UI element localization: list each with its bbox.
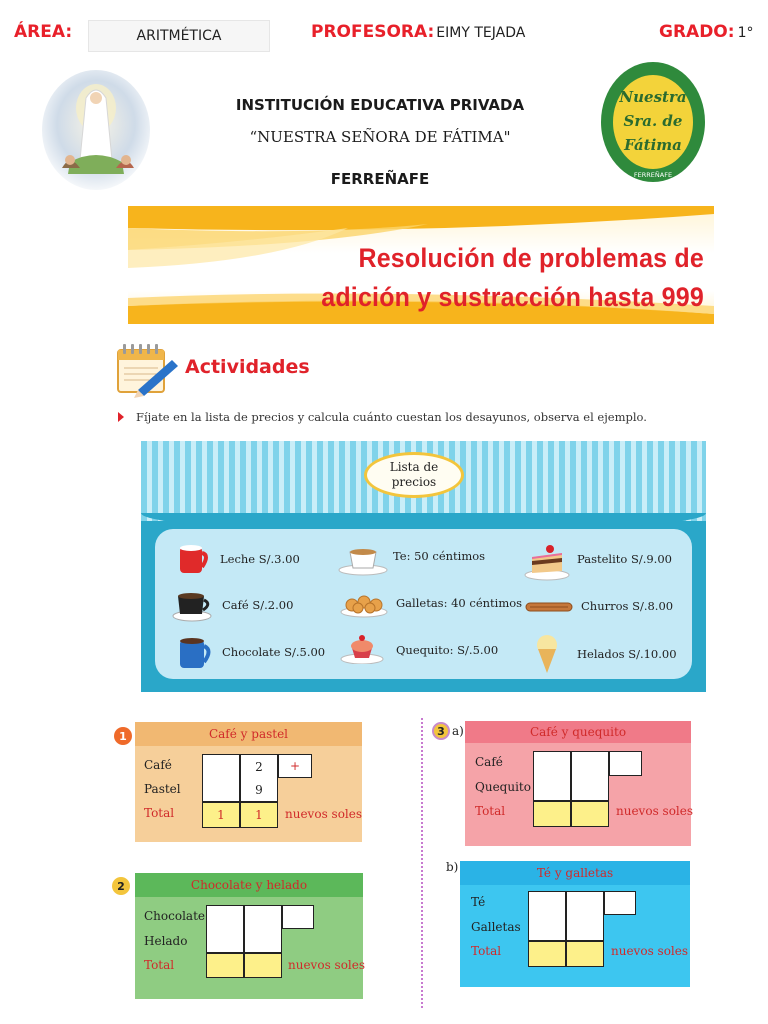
exercise-3b-row1-label: Té <box>471 895 486 909</box>
coffee-cup-icon <box>172 588 214 622</box>
exercise-1-row2-label: Pastel <box>144 782 181 796</box>
price-item-helados: Helados S/.10.00 <box>577 647 677 661</box>
tea-cup-icon <box>338 544 388 576</box>
exercise-1-row1-label: Café <box>144 758 172 772</box>
exercise-2-total-label: Total <box>144 958 175 972</box>
banner-title-line2: adición y sustracción hasta 999 <box>321 282 704 313</box>
ice-cream-icon <box>532 633 562 675</box>
logo-text-line3: Fátima <box>624 136 682 154</box>
logo-text-line2: Sra. de <box>623 112 683 130</box>
exercise-1-value1: 2 <box>255 759 263 774</box>
banner-title-line1: Resolución de problemas de <box>358 243 704 274</box>
exercise-1-title: Café y pastel <box>135 722 362 746</box>
teacher-group <box>311 22 525 42</box>
teacher-value: EIMY TEJADA <box>436 25 526 41</box>
exercise-3b-units-label: nuevos soles <box>611 944 689 958</box>
exercise-1-cell-units[interactable] <box>240 754 278 802</box>
exercise-3a-operator-cell[interactable] <box>609 751 642 776</box>
price-item-te: Te: 50 céntimos <box>393 549 486 563</box>
exercise-3a-cell-tens[interactable] <box>533 751 571 801</box>
grade-label: GRADO: <box>659 22 735 42</box>
area-field <box>88 20 270 52</box>
exercise-3b-total-units[interactable] <box>566 941 604 967</box>
exercise-1-operator: + <box>278 754 312 778</box>
bullet-icon <box>118 412 124 422</box>
exercise-3b-cell-units[interactable] <box>566 891 604 941</box>
exercise-3b-title: Té y galletas <box>460 861 690 885</box>
exercise-3b-cell-tens[interactable] <box>528 891 566 941</box>
exercise-2-row1-label: Chocolate <box>144 909 205 923</box>
price-list-title-line1: Lista de <box>389 460 439 474</box>
price-item-galletas: Galletas: 40 céntimos <box>396 596 523 610</box>
grade-value: 1° <box>737 25 754 41</box>
churros-icon <box>524 598 574 616</box>
exercise-2-operator-cell[interactable] <box>282 905 314 929</box>
exercise-3b-total-label: Total <box>471 944 502 958</box>
exercise-3a-cell-units[interactable] <box>571 751 609 801</box>
topic-banner <box>128 206 714 324</box>
exercise-2-title: Chocolate y helado <box>135 873 363 897</box>
area-label: ÁREA: <box>14 22 73 42</box>
exercise-3a-title: Café y quequito <box>465 721 691 743</box>
teacher-label: PROFESORA: <box>311 22 435 42</box>
exercise-1-cell-tens[interactable] <box>202 754 240 802</box>
exercise-3b-total-tens[interactable] <box>528 941 566 967</box>
exercise-3a-total-units[interactable] <box>571 801 609 827</box>
price-item-pastelito: Pastelito S/.9.00 <box>577 552 672 566</box>
price-item-leche: Leche S/.3.00 <box>220 552 300 566</box>
school-logo <box>598 60 708 184</box>
chocolate-mug-icon <box>176 634 214 672</box>
institution-line1: INSTITUCIÓN EDUCATIVA PRIVADA <box>235 96 525 114</box>
exercise-1-units-label: nuevos soles <box>285 807 363 821</box>
exercise-3-badge: 3 <box>432 722 450 740</box>
column-divider <box>421 718 423 1008</box>
banner-title <box>321 239 704 317</box>
price-item-churros: Churros S/.8.00 <box>581 599 674 613</box>
grade-group <box>659 22 753 42</box>
exercise-2-row2-label: Helado <box>144 934 188 948</box>
exercise-2-total-tens[interactable] <box>206 953 244 978</box>
logo-text-line1: Nuestra <box>619 88 687 106</box>
institution-line2: “NUESTRA SEÑORA DE FÁTIMA" <box>249 128 511 146</box>
exercise-1-badge: 1 <box>114 727 132 745</box>
exercise-2-cell-tens[interactable] <box>206 905 244 953</box>
virgin-image <box>40 68 152 192</box>
exercise-1-total-tens[interactable]: 1 <box>202 802 240 828</box>
calendar-pen-icon <box>112 340 182 398</box>
milk-mug-icon <box>176 541 212 577</box>
activities-title: Actividades <box>185 356 310 378</box>
exercise-2-badge: 2 <box>112 877 130 895</box>
exercise-3a-row2-label: Quequito <box>475 780 531 794</box>
exercise-3a-units-label: nuevos soles <box>616 804 694 818</box>
price-list-title-line2: precios <box>391 475 437 489</box>
cake-slice-icon <box>524 541 570 581</box>
exercise-3b-part: b) <box>446 860 459 874</box>
exercise-1-value2: 9 <box>255 782 263 797</box>
exercise-2-cell-units[interactable] <box>244 905 282 953</box>
cupcake-icon <box>340 632 384 664</box>
exercise-3a-part: a) <box>452 724 464 738</box>
logo-ring-bottom: FERREÑAFE <box>633 171 673 179</box>
price-item-quequito: Quequito: S/.5.00 <box>396 643 499 657</box>
price-list-title <box>364 452 464 498</box>
area-value: ARITMÉTICA <box>136 28 222 44</box>
exercise-3b-operator-cell[interactable] <box>604 891 636 915</box>
price-item-cafe: Café S/.2.00 <box>222 598 294 612</box>
exercise-3a-total-tens[interactable] <box>533 801 571 827</box>
exercise-2-total-units[interactable] <box>244 953 282 978</box>
exercise-3b-row2-label: Galletas <box>471 920 521 934</box>
exercise-2-units-label: nuevos soles <box>288 958 366 972</box>
exercise-1-total-units[interactable]: 1 <box>240 802 278 828</box>
exercise-1-total-label: Total <box>144 806 175 820</box>
exercise-3a-total-label: Total <box>475 804 506 818</box>
exercise-3a-row1-label: Café <box>475 755 503 769</box>
cookies-icon <box>340 592 388 618</box>
activities-instruction: Fíjate en la lista de precios y calcula cuánto cuestan los desayunos, observa el ejemplo. <box>136 410 647 424</box>
price-item-chocolate: Chocolate S/.5.00 <box>222 645 326 659</box>
institution-line3: FERREÑAFE <box>330 170 430 188</box>
